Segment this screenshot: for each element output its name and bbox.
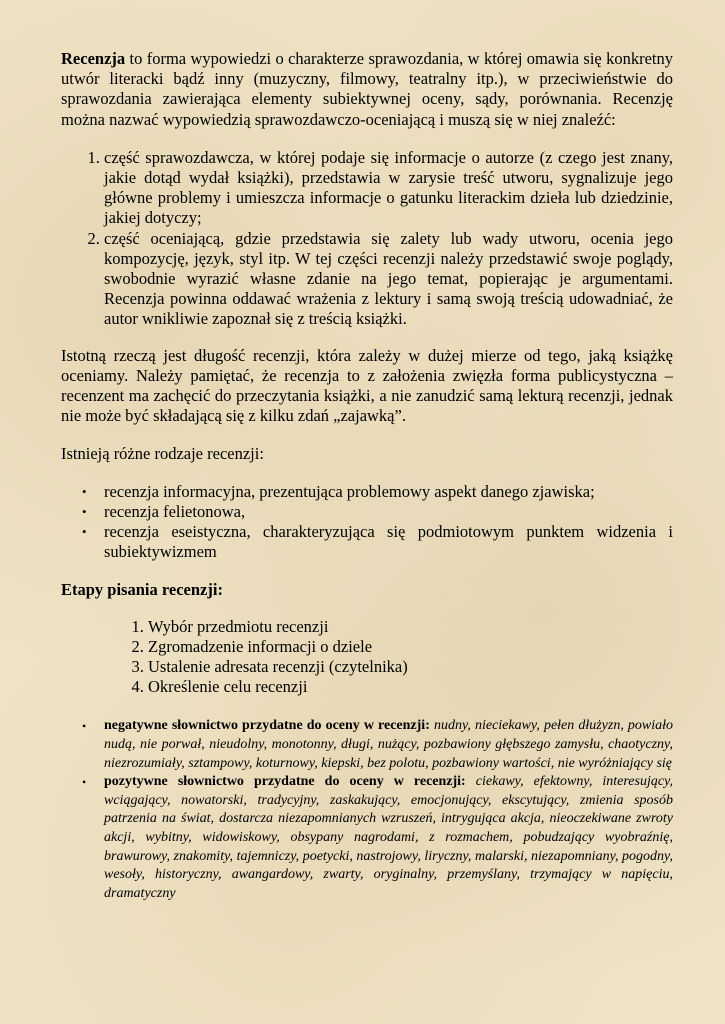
list-item: 3. Ustalenie adresata recenzji (czytelnika) [148,657,673,677]
positive-vocab-words: ciekawy, efektowny, interesujący, wciągający, nowatorski, tradycyjny, zaskakujący, emocjonujący, ekscytujący, zmienia sposób patrzenia na świat, dostarcza niezapomnianych wzruszeń, intrygująca akcja, nieoczekiwane zwroty akcji, wybitny, widowiskowy, obsypany nagrodami, z rozmachem, pobudzający wyobraźnię, brawurowy, znakomity, tajemniczy, poetycki, nastrojowy, liryczny, malarski, niezapomniany, pogodny, wesoły, historyczny, awangardowy, zwarty, oryginalny, przemyślany, trzymający w napięciu, dramatyczny [104,774,674,901]
list-item: • recenzja eseistyczna, charakteryzująca się podmiotowym punktem widzenia i subiektywizmem [104,522,673,562]
list-item: 4. Określenie celu recenzji [148,677,673,697]
types-lead: Istnieją różne rodzaje recenzji: [61,444,264,464]
review-parts-list [61,148,673,330]
list-item: 1. Wybór przedmiotu recenzji [148,617,673,637]
list-item: 2. część oceniającą, gdzie przedstawia się zalety lub wady utworu, ocenia jego kompozycję, język, styl itp. W tej części recenzji należy przedstawić swoje poglądy, swobodnie wyrazić własne zdanie na jego temat, popierając je argumentami. Recenzja powinna oddawać wrażenia z lektury i samą swoją treścią udowadniać, że autor wnikliwie zapoznał się z treścią książki. [104,229,673,330]
review-types-list [61,482,673,563]
list-item: 1. część sprawozdawcza, w której podaje się informacje o autorze (z czego jest znany, jakie dotąd wydał książki), przedstawia w zarysie treść utworu, sygnalizuje jego główne problemy i umieszcza informacje o gatunku literackim dzieła lub dziedzinie, jakiej dotyczy; [104,148,673,229]
vocabulary-list [61,717,673,903]
document-page [61,49,673,903]
negative-vocab-item [104,717,673,773]
list-item: • recenzja informacyjna, prezentująca problemowy aspekt danego zjawiska; [104,482,673,502]
intro-text: to forma wypowiedzi o charakterze sprawozdania, w której omawia się konkretny utwór literacki bądź inny (muzyczny, filmowy, teatralny itp.), w przeciwieństwie do sprawozdania zawierająca elementy subiektywnej oceny, sądy, porównania. Recenzję można nazwać wypowiedzią sprawozdawczo-oceniającą i muszą się w niej znaleźć: [61,49,673,129]
positive-vocab-item [104,773,673,903]
length-paragraph: Istotną rzeczą jest długość recenzji, która zależy w dużej mierze od tego, jaką książkę oceniamy. Należy pamiętać, że recenzja to z założenia zwięzła forma publicystyczna – recenzent ma zachęcić do przeczytania książki, a nie zanudzić samą lekturą recenzji, jednak nie może być składającą się z kilku zdań „zajawką”. [61,345,673,426]
negative-vocab-label: negatywne słownictwo przydatne do oceny w recenzji: [104,718,430,734]
intro-term: Recenzja [61,49,126,68]
stages-heading: Etapy pisania recenzji: [61,580,223,600]
negative-vocab-words: nudny, nieciekawy, pełen dłużyzn, powiało nudą, nie porwał, nieudolny, monotonny, długi, nużący, pozbawiony głębszego zamysłu, chaotyczny, niezrozumiały, sztampowy, koturnowy, kiepski, bez polotu, pozbawiony wartości, nie wyróżniający się [104,718,674,771]
positive-vocab-label: pozytywne słownictwo przydatne do oceny w recenzji: [104,774,466,790]
stages-list [61,617,673,698]
list-item: 2. Zgromadzenie informacji o dziele [148,637,673,657]
intro-paragraph [61,49,673,130]
list-item: • recenzja felietonowa, [104,502,673,522]
